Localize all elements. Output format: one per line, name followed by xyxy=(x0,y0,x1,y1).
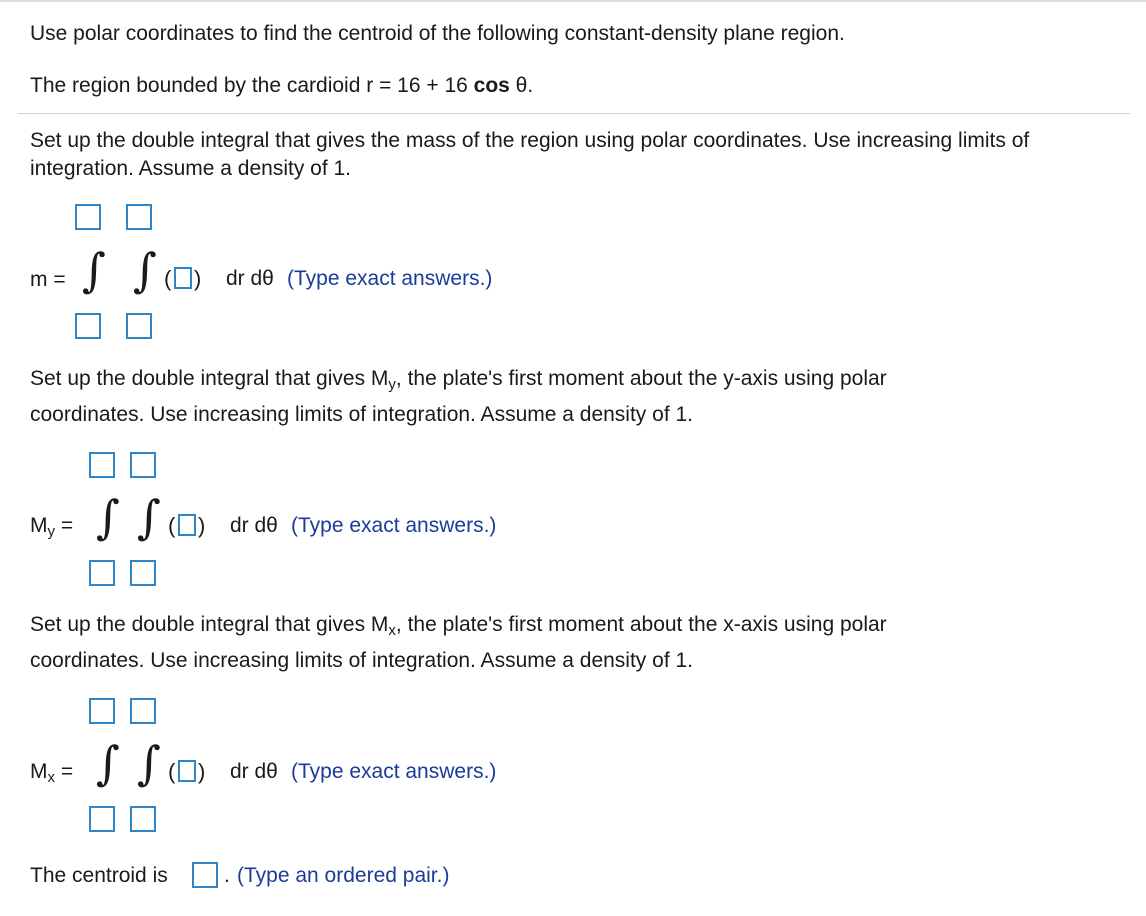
mx-label: $M_x$ = xyxy=(30,760,74,786)
my-hint: (Type exact answers.) xyxy=(291,514,497,537)
centroid-label: The centroid is xyxy=(30,864,168,887)
mx-hint: (Type exact answers.) xyxy=(291,760,497,783)
inner-integral-sign: ∫ xyxy=(137,490,161,544)
mass-integrand-input[interactable] xyxy=(174,267,192,289)
my-outer-upper-limit-input[interactable] xyxy=(89,452,115,478)
my-differentials: dr dθ xyxy=(230,514,278,537)
inner-integral-sign: ∫ xyxy=(137,736,161,790)
mx-integrand-input[interactable] xyxy=(178,760,196,782)
outer-integral-sign: ∫ xyxy=(96,490,120,544)
outer-integral-sign: ∫ xyxy=(82,243,106,297)
my-outer-lower-limit-input[interactable] xyxy=(89,560,115,586)
centroid-input[interactable] xyxy=(192,862,218,888)
my-prompt-line2: coordinates. Use increasing limits of integration. Assume a density of 1. xyxy=(30,403,693,426)
close-paren: ) xyxy=(194,266,202,291)
close-paren: ) xyxy=(198,513,206,538)
open-paren: ( xyxy=(168,759,176,784)
mx-differentials: dr dθ xyxy=(230,760,278,783)
centroid-period: . xyxy=(224,864,230,887)
mx-outer-upper-limit-input[interactable] xyxy=(89,698,115,724)
mx-prompt: Set up the double integral that gives $M_x$, the plate's first moment about the x-axis using polar xyxy=(30,613,887,639)
my-integrand-input[interactable] xyxy=(178,514,196,536)
mass-hint: (Type exact answers.) xyxy=(287,267,493,290)
close-paren: ) xyxy=(198,759,206,784)
problem-statement: Use polar coordinates to find the centroid of the following constant-density plane region. xyxy=(30,22,845,45)
my-inner-lower-limit-input[interactable] xyxy=(130,560,156,586)
top-border xyxy=(0,0,1146,2)
mx-inner-upper-limit-input[interactable] xyxy=(130,698,156,724)
outer-integral-sign: ∫ xyxy=(96,736,120,790)
mass-differentials: dr dθ xyxy=(226,267,274,290)
mass-inner-lower-limit-input[interactable] xyxy=(126,313,152,339)
mass-prompt: Set up the double integral that gives the mass of the region using polar coordinates. Use increasing limits of integration. Assume a density of 1. xyxy=(30,129,1030,180)
centroid-hint: (Type an ordered pair.) xyxy=(237,864,450,887)
mx-inner-lower-limit-input[interactable] xyxy=(130,806,156,832)
inner-integral-sign: ∫ xyxy=(133,243,157,297)
mx-prompt-line2: coordinates. Use increasing limits of integration. Assume a density of 1. xyxy=(30,649,693,672)
my-prompt: Set up the double integral that gives $M_y$, the plate's first moment about the y-axis using polar xyxy=(30,367,887,393)
mass-inner-upper-limit-input[interactable] xyxy=(126,204,152,230)
divider xyxy=(18,113,1130,114)
mass-label: m = xyxy=(30,268,66,291)
mass-outer-lower-limit-input[interactable] xyxy=(75,313,101,339)
region-description: The region bounded by the cardioid r = 16 + 16 cos θ. xyxy=(30,74,534,97)
mass-outer-upper-limit-input[interactable] xyxy=(75,204,101,230)
open-paren: ( xyxy=(164,266,172,291)
my-inner-upper-limit-input[interactable] xyxy=(130,452,156,478)
mx-outer-lower-limit-input[interactable] xyxy=(89,806,115,832)
open-paren: ( xyxy=(168,513,176,538)
my-label: $M_y$ = xyxy=(30,514,74,540)
